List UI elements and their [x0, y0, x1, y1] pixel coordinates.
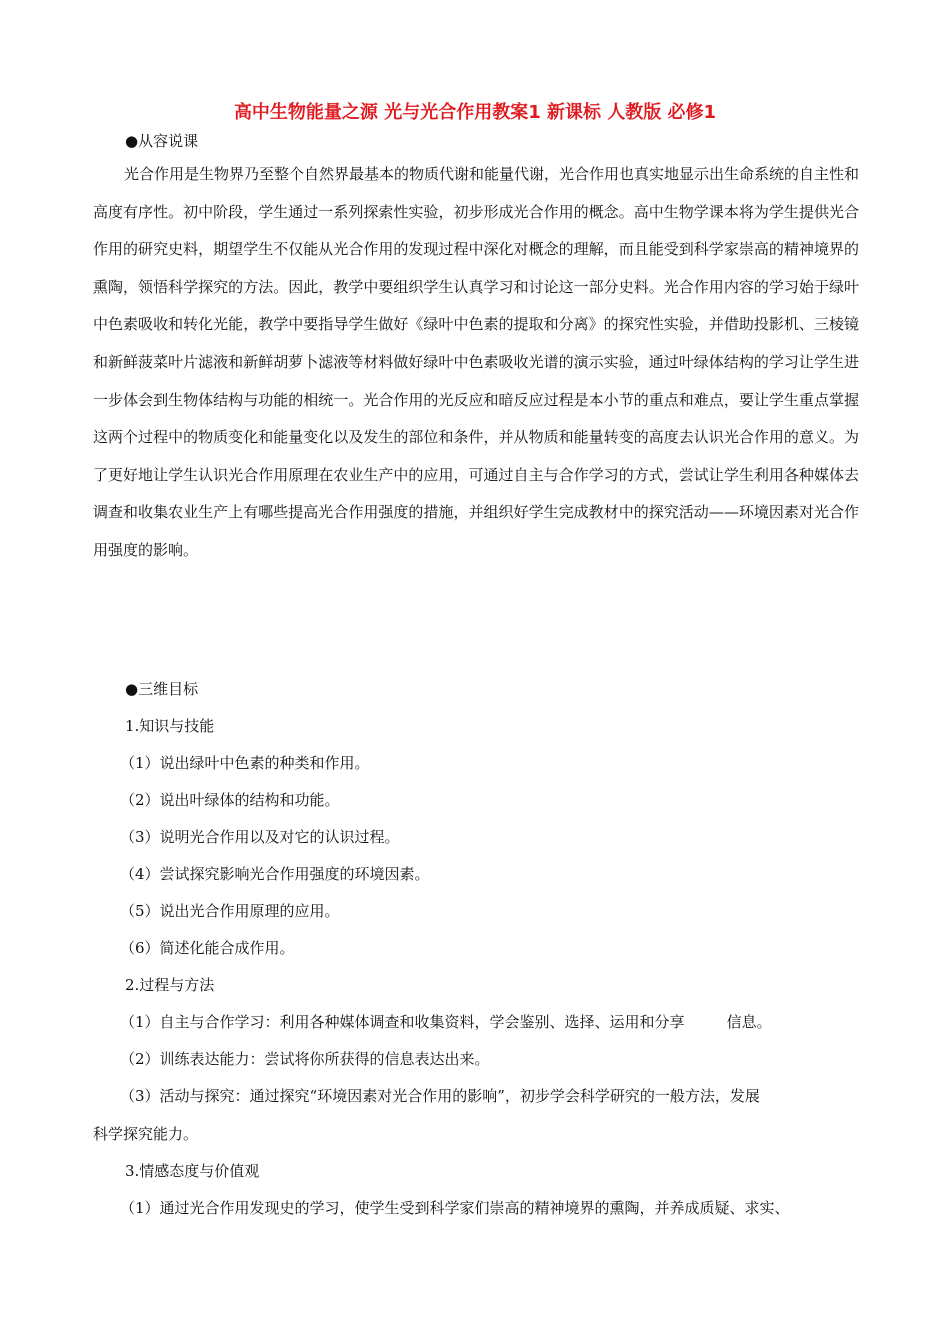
intro-heading: ●从容说课: [125, 132, 199, 150]
process-item-1: [120, 1012, 772, 1032]
process-item-3-line-1: （3）活动与探究：通过探究“环境因素对光合作用的影响”，初步学会科学研究的一般方法，发展: [120, 1087, 760, 1105]
document-title: 高中生物能量之源 光与光合作用教案1 新课标 人教版 必修1: [233, 102, 717, 123]
knowledge-item-4: （4）尝试探究影响光合作用强度的环境因素。: [120, 865, 430, 883]
knowledge-heading: 1.知识与技能: [125, 717, 215, 735]
knowledge-item-5: （5）说出光合作用原理的应用。: [120, 902, 340, 920]
attitude-heading: 3.情感态度与价值观: [125, 1162, 260, 1180]
knowledge-item-3: （3）说明光合作用以及对它的认识过程。: [120, 828, 400, 846]
goals-heading: ●三维目标: [125, 680, 199, 698]
process-item-2: （2）训练表达能力：尝试将你所获得的信息表达出来。: [120, 1050, 490, 1068]
knowledge-item-6: （6）简述化能合成作用。: [120, 939, 295, 957]
process-item-1-text: （1）自主与合作学习：利用各种媒体调查和收集资料，学会鉴别、选择、运用和分享: [120, 1013, 685, 1031]
knowledge-item-2: （2）说出叶绿体的结构和功能。: [120, 791, 340, 809]
knowledge-item-1: （1）说出绿叶中色素的种类和作用。: [120, 754, 370, 772]
process-heading: 2.过程与方法: [125, 976, 215, 994]
process-item-3-line-2: 科学探究能力。: [93, 1125, 199, 1143]
attitude-item-1: （1）通过光合作用发现史的学习，使学生受到科学家们崇高的精神境界的熏陶，并养成质疑、求实、: [120, 1199, 790, 1217]
intro-paragraph: 光合作用是生物界乃至整个自然界最基本的物质代谢和能量代谢，光合作用也真实地显示出生命系统的自主性和高度有序性。初中阶段，学生通过一系列探索性实验，初步形成光合作用的概念。高中生物学课本将为学生提供光合作用的研究史料，期望学生不仅能从光合作用的发现过程中深化对概念的理解，而且能受到科学家崇高的精神境界的熏陶，领悟科学探究的方法。因此，教学中要组织学生认真学习和讨论这一部分史料。光合作用内容的学习始于绿叶中色素吸收和转化光能，教学中要指导学生做好《绿叶中色素的提取和分离》的探究性实验，并借助投影机、三棱镜和新鲜菠菜叶片滤液和新鲜胡萝卜滤液等材料做好绿叶中色素吸收光谱的演示实验，通过叶绿体结构的学习让学生进一步体会到生物体结构与功能的相统一。光合作用的光反应和暗反应过程是本小节的重点和难点，要让学生重点掌握这两个过程中的物质变化和能量变化以及发生的部位和条件，并从物质和能量转变的高度去认识光合作用的意义。为了更好地让学生认识光合作用原理在农业生产中的应用，可通过自主与合作学习的方式，尝试让学生利用各种媒体去调查和收集农业生产上有哪些提高光合作用强度的措施，并组织好学生完成教材中的探究活动——环境因素对光合作用强度的影响。: [93, 165, 860, 559]
process-item-1-tail: 信息。: [726, 1013, 772, 1031]
